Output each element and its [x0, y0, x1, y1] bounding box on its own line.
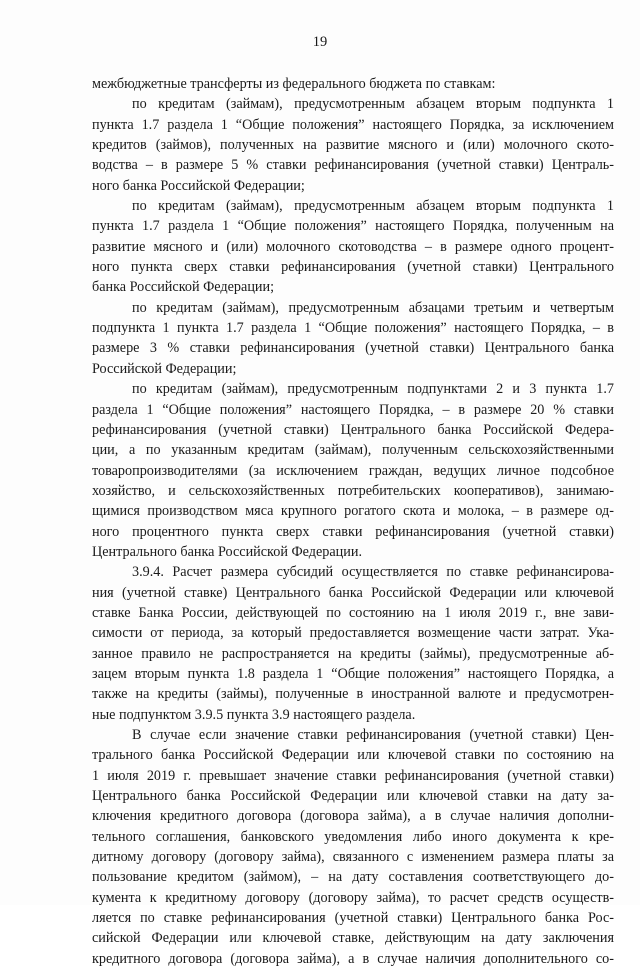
text-line: ного процентного пункта сверх ставки рефинансирования (учетной ставки): [92, 523, 614, 540]
text-line: ного банка Российской Федерации;: [92, 177, 305, 194]
text-line: трального банка Российской Федерации или ключевой ставки по состоянию на: [92, 747, 614, 764]
text-line: Центрального банка Российской Федерации.: [92, 543, 363, 560]
text-line: подпункта 1 пункта 1.7 раздела 1 “Общие положения” настоящего Порядка, – в: [92, 320, 614, 337]
text-line: щимися производством мяса крупного рогатого скота и молока, – в размере од-: [92, 503, 614, 520]
text-line: товаропроизводителями (за исключением граждан, ведущих личное подсобное: [92, 462, 614, 479]
text-line: раздела 1 “Общие положения” настоящего Порядка, – в размере 20 % ставки: [92, 401, 614, 418]
text-line: ции, а по указанным кредитам (займам), полученным сельскохозяйственными: [92, 442, 614, 459]
text-line: рефинансирования (учетной ставки) Центрального банка Российской Федера-: [92, 421, 614, 438]
text-line: Центрального банка Российской Федерации или ключевой ставки на дату за-: [92, 788, 614, 805]
text-line: по кредитам (займам), предусмотренным абзацами третьим и четвертым: [132, 299, 614, 316]
text-line: пользование кредитом (займом), – на дату составления соответствующего до-: [92, 869, 614, 886]
text-line: также на кредиты (займы), полученные в иностранной валюте и предусмотрен-: [92, 686, 614, 703]
text-line: дитному договору (договору займа), связанного с изменением размера платы за: [92, 849, 614, 866]
text-line: по кредитам (займам), предусмотренным абзацем вторым подпункта 1: [132, 96, 614, 113]
text-line: ного пункта сверх ставки рефинансирования (учетной ставки) Центрального: [92, 259, 614, 276]
text-line: кредитов (займов), полученных на развитие мясного и (или) молочного ското-: [92, 137, 614, 154]
text-line: 1 июля 2019 г. превышает значение ставки рефинансирования (учетной ставки): [92, 767, 614, 784]
text-line: симости от периода, за который предоставляется возмещение части затрат. Ука-: [92, 625, 614, 642]
text-line: ляется по ставке рефинансирования (учетной ставки) Центрального банка Рос-: [92, 910, 614, 927]
text-line: кумента к кредитному договору (договору займа), то расчет средств осуществ-: [92, 889, 614, 906]
text-line: ния (учетной ставке) Центрального банка Российской Федерации или ключевой: [92, 584, 614, 601]
text-line: В случае если значение ставки рефинансирования (учетной ставки) Цен-: [132, 727, 614, 743]
text-line: банка Российской Федерации;: [92, 279, 275, 296]
text-line: водства – в размере 5 % ставки рефинансирования (учетной ставки) Централь-: [92, 157, 614, 174]
text-line: кредитного договора (договора займа), а в случае наличия дополнительного со-: [92, 950, 614, 967]
text-line: по кредитам (займам), предусмотренным абзацем вторым подпункта 1: [132, 198, 614, 215]
text-line: Российской Федерации;: [92, 360, 237, 377]
text-line: тельного соглашения, банковского уведомления либо иного документа к кре-: [92, 828, 614, 845]
text-line: ставке Банка России, действующей по состоянию на 1 июля 2019 г., вне зави-: [92, 604, 614, 621]
text-line: пункта 1.7 раздела 1 “Общие положения” настоящего Порядка, полученным на: [92, 218, 614, 235]
text-line: 3.9.4. Расчет размера субсидий осуществляется по ставке рефинансирова-: [132, 564, 614, 581]
text-line: ключения кредитного договора (договора займа), а в случае наличия дополни-: [92, 808, 614, 825]
text-line: хозяйство, и сельскохозяйственных потребительских кооперативов), занимаю-: [92, 482, 614, 499]
text-line: сийской Федерации или ключевой ставке, действующим на дату заключения: [92, 930, 614, 947]
text-line: развитие мясного и (или) молочного скотоводства – в размере одного процент-: [92, 238, 614, 255]
text-line: размере 3 % ставки рефинансирования (учетной ставки) Центрального банка: [92, 340, 614, 357]
text-line: ные подпунктом 3.9.5 пункта 3.9 настоящего раздела.: [92, 706, 416, 723]
text-line: по кредитам (займам), предусмотренным подпунктами 2 и 3 пункта 1.7: [132, 381, 614, 398]
document-body: [92, 74, 614, 969]
text-line: пункта 1.7 раздела 1 “Общие положения” настоящего Порядка, за исключением: [92, 116, 614, 133]
text-line: межбюджетные трансферты из федерального бюджета по ставкам:: [92, 76, 496, 92]
page-number: 19: [312, 34, 328, 50]
text-line: занное правило не распространяется на кредиты (займы), предусмотренные аб-: [92, 645, 614, 662]
text-line: зацем вторым пункта 1.8 раздела 1 “Общие положения” настоящего Порядка, а: [92, 665, 614, 682]
